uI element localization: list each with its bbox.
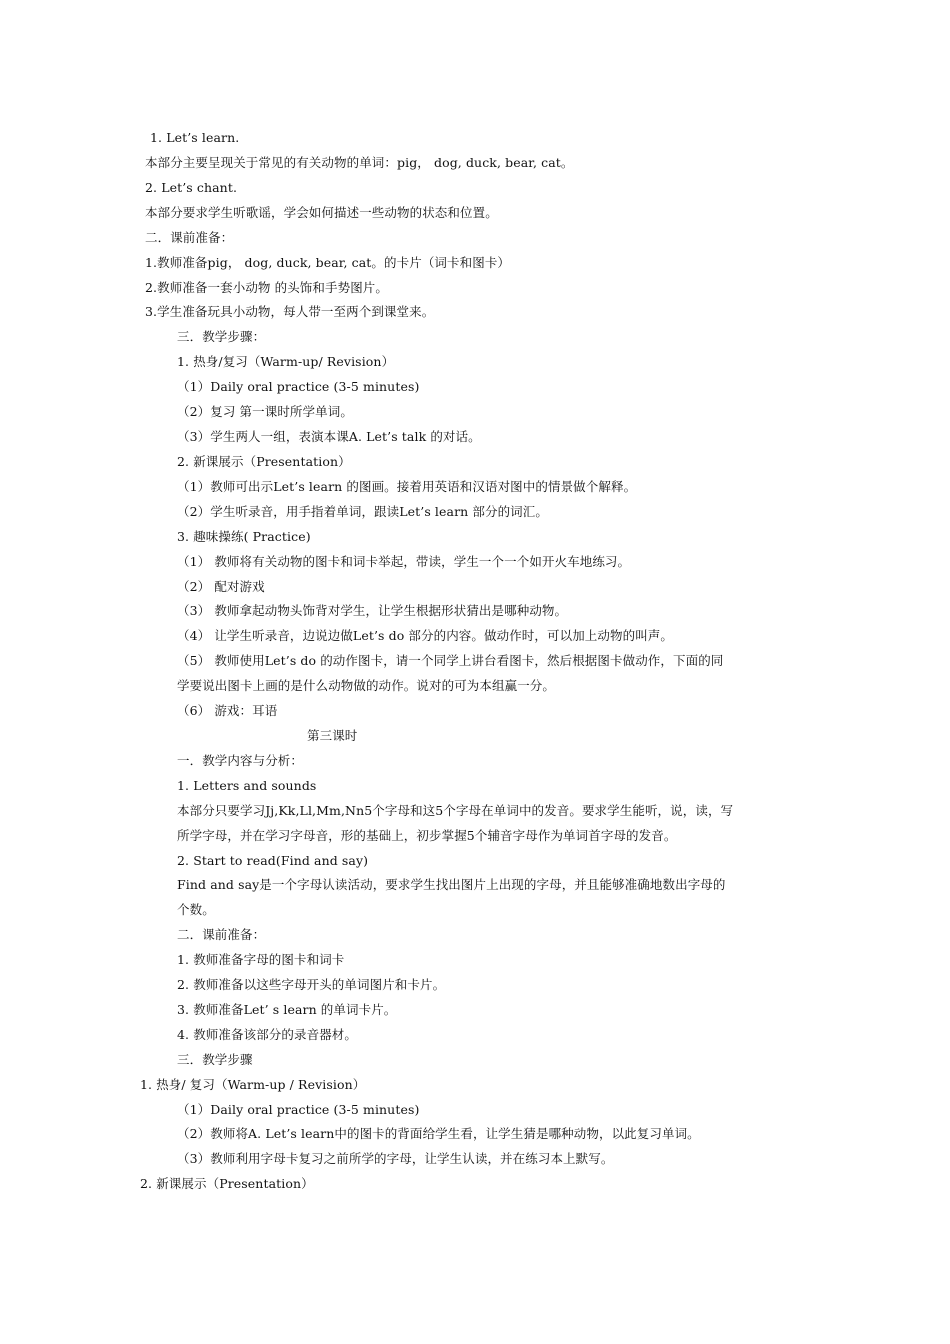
section-heading: 三．教学步骤 [177,1052,253,1067]
text-line: 2. 教师准备以这些字母开头的单词图片和卡片。 [177,977,446,992]
text-line: （2）复习 第一课时所学单词。 [177,404,353,419]
text-line: （5） 教师使用Let’s do 的动作图卡，请一个同学上讲台看图卡，然后根据图卡做动作，下面的同 [177,653,724,668]
text-line: Find and say是一个字母认读活动，要求学生找出图片上出现的字母，并且能够准确地数出字母的 [177,877,726,892]
text-line: 4. 教师准备该部分的录音器材。 [177,1027,358,1042]
text-line: 2. Let’s chant. [145,180,238,195]
text-line: 2.教师准备一套小动物 的头饰和手势图片。 [145,280,389,295]
text-line: （4） 让学生听录音，边说边做Let’s do 部分的内容。做动作时，可以加上动物的叫声。 [177,628,674,643]
text-line: 1. 教师准备字母的图卡和词卡 [177,952,345,967]
text-line: （2） 配对游戏 [177,579,265,594]
lesson-title: 第三课时 [307,728,358,743]
text-line: 3. 教师准备Let’ s learn 的单词卡片。 [177,1002,397,1017]
text-line: （3）教师利用字母卡复习之前所学的字母，让学生认读，并在练习本上默写。 [177,1151,614,1166]
text-line: 3. 趣味操练( Practice) [177,529,311,544]
text-line: 本部分主要呈现关于常见的有关动物的单词：pig， dog, duck, bear, cat。 [145,155,574,170]
text-line: 本部分只要学习Jj,Kk,Ll,Mm,Nn5个字母和这5个字母在单词中的发音。要求学生能听，说，读，写 [177,803,734,818]
text-line: （1） 教师将有关动物的图卡和词卡举起，带读，学生一个一个如开火车地练习。 [177,554,631,569]
text-line: （1）Daily oral practice (3-5 minutes) [177,1102,420,1117]
text-line: （3） 教师拿起动物头饰背对学生，让学生根据形状猜出是哪种动物。 [177,603,568,618]
text-line: （3）学生两人一组，表演本课A. Let’s talk 的对话。 [177,429,481,444]
text-line: 2. 新课展示（Presentation） [177,454,351,469]
text-line: （6） 游戏：耳语 [177,703,278,718]
text-line: 2. 新课展示（Presentation） [140,1176,314,1191]
text-line: （1）教师可出示Let’s learn 的图画。接着用英语和汉语对图中的情景做个解释。 [177,479,637,494]
text-line: 个数。 [177,902,215,917]
section-heading: 二．课前准备： [177,927,266,942]
text-line: （2）学生听录音，用手指着单词，跟读Let’s learn 部分的词汇。 [177,504,548,519]
section-heading: 三．教学步骤： [177,329,266,344]
text-line: 2. Start to read(Find and say) [177,853,369,868]
text-line: （1）Daily oral practice (3-5 minutes) [177,379,420,394]
section-heading: 一．教学内容与分析： [177,753,304,768]
text-line: 所学字母，并在学习字母音，形的基础上，初步掌握5个辅音字母作为单词首字母的发音。 [177,828,677,843]
text-line: 1. Letters and sounds [177,778,317,793]
section-heading: 二．课前准备： [145,230,234,245]
text-line: 1.教师准备pig， dog, duck, bear, cat。的卡片（词卡和图卡） [145,255,511,270]
text-line: 1. 热身/ 复习（Warm-up / Revision） [140,1077,366,1092]
text-line: 学要说出图卡上画的是什么动物做的动作。说对的可为本组赢一分。 [177,678,556,693]
text-line: 1. Let’s learn. [150,130,240,145]
text-line: 3.学生准备玩具小动物，每人带一至两个到课堂来。 [145,304,435,319]
text-line: 1. 热身/复习（Warm-up/ Revision） [177,354,395,369]
text-line: （2）教师将A. Let’s learn中的图卡的背面给学生看，让学生猜是哪种动物，以此复习单词。 [177,1126,700,1141]
text-line: 本部分要求学生听歌谣，学会如何描述一些动物的状态和位置。 [145,205,498,220]
